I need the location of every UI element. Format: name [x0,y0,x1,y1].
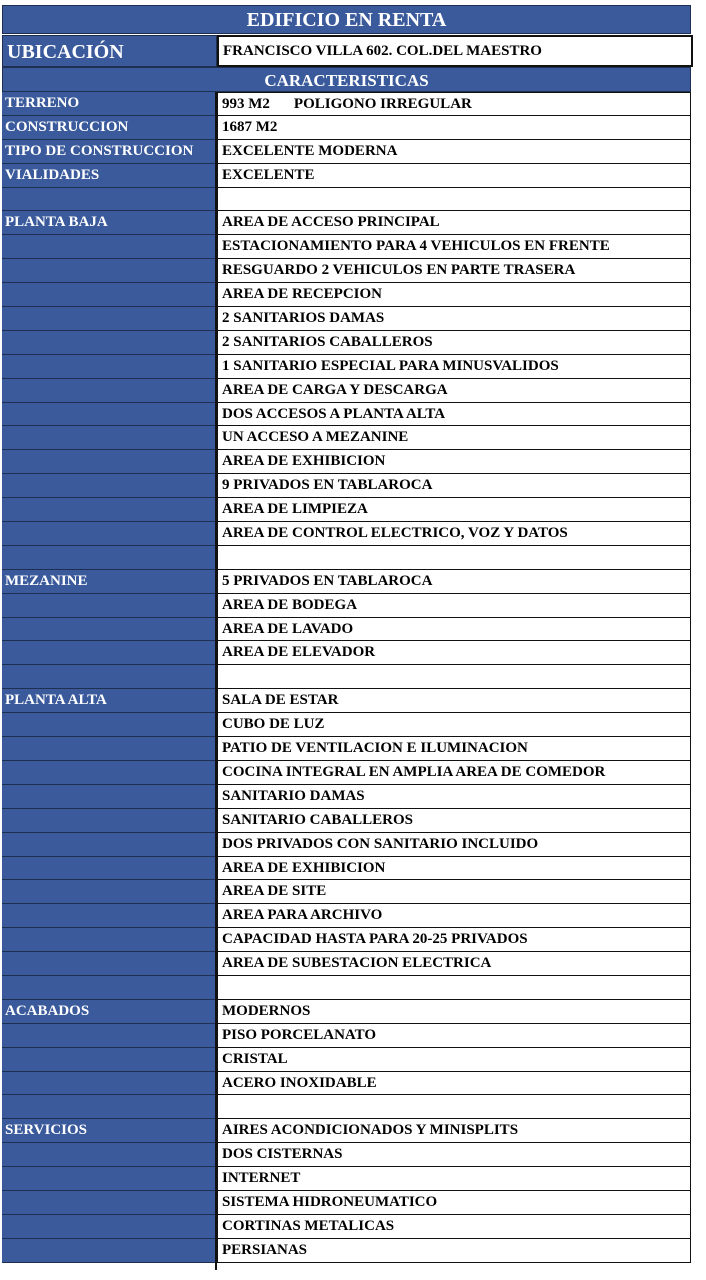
row-label-cell[interactable] [2,1191,217,1215]
row-label-cell[interactable] [2,379,217,403]
row-label-cell[interactable]: CONSTRUCCION [2,116,217,140]
row-label-cell[interactable] [2,283,217,307]
row-value-text: AREA DE CARGA Y DESCARGA [222,381,448,398]
row-value-cell[interactable] [217,928,691,952]
row-value-text: SANITARIO CABALLEROS [222,811,414,828]
row-label-cell[interactable] [2,761,217,785]
row-value-cell[interactable] [217,785,691,809]
row-value-text: CRISTAL [222,1050,288,1067]
row-label-cell[interactable] [2,833,217,857]
table-row [2,426,691,450]
row-value-cell[interactable] [217,116,691,140]
row-label-cell[interactable] [2,426,217,450]
column-divider [215,92,217,1270]
table-row [2,761,691,785]
row-value-text: EXCELENTE [222,166,315,183]
ubicacion-value[interactable]: FRANCISCO VILLA 602. COL.DEL MAESTRO [217,35,693,67]
row-value-cell[interactable] [217,618,691,642]
row-value-cell[interactable] [217,1072,691,1096]
row-label-cell[interactable] [2,1095,217,1119]
table-row [2,809,691,833]
row-value-text: ACERO INOXIDABLE [222,1074,377,1091]
row-value-text: 9 PRIVADOS EN TABLAROCA [222,477,433,494]
row-value-text: CORTINAS METALICAS [222,1217,395,1234]
table-row [2,904,691,928]
row-value-cell[interactable] [217,904,691,928]
row-label-cell[interactable] [2,474,217,498]
row-value-cell[interactable] [217,665,691,689]
row-value-cell[interactable] [217,737,691,761]
table-row [2,1191,691,1215]
row-label-cell[interactable] [2,403,217,427]
row-label-cell[interactable] [2,1048,217,1072]
row-value-cell[interactable] [217,403,691,427]
row-value-cell[interactable] [217,211,691,235]
row-label-cell[interactable] [2,355,217,379]
row-label-cell[interactable] [2,450,217,474]
row-value-text: DOS PRIVADOS CON SANITARIO INCLUIDO [222,835,539,852]
table-row [2,283,691,307]
row-value-text: COCINA INTEGRAL EN AMPLIA AREA DE COMEDOR [222,763,606,780]
row-label-cell[interactable]: TIPO DE CONSTRUCCION [2,140,217,164]
row-value-text: DOS ACCESOS A PLANTA ALTA [222,405,446,422]
table-row [2,785,691,809]
row-value-cell[interactable] [217,1167,691,1191]
table-row [2,952,691,976]
table-row [2,522,691,546]
table-row [2,164,691,188]
row-value-text: RESGUARDO 2 VEHICULOS EN PARTE TRASERA [222,262,576,279]
row-value-cell[interactable] [217,976,691,1000]
row-value-text: 1687 M2 [222,118,278,135]
row-value-cell[interactable] [217,1119,691,1143]
table-row [2,1215,691,1239]
table-row [2,355,691,379]
table-row [2,1048,691,1072]
row-value-text: SANITARIO DAMAS [222,787,365,804]
row-value-text: ESTACIONAMIENTO PARA 4 VEHICULOS EN FRENTE [222,238,610,255]
table-row [2,140,691,164]
row-label-cell[interactable]: MEZANINE [2,570,217,594]
row-value-cell[interactable] [217,1024,691,1048]
row-value-text: AREA DE RECEPCION [222,286,383,303]
row-value-cell[interactable] [217,952,691,976]
row-label-cell[interactable]: PLANTA BAJA [2,211,217,235]
row-value-text: AREA DE ACCESO PRINCIPAL [222,214,440,231]
row-value-text: CAPACIDAD HASTA PARA 20-25 PRIVADOS [222,931,528,948]
table-row [2,450,691,474]
table-row [2,1024,691,1048]
table-row [2,1072,691,1096]
row-value-cell[interactable] [217,880,691,904]
row-value-cell[interactable] [217,1143,691,1167]
row-label-cell[interactable] [2,546,217,570]
row-label-cell[interactable] [2,1024,217,1048]
row-value-cell[interactable] [217,450,691,474]
row-label-cell[interactable]: PLANTA ALTA [2,689,217,713]
table-row [2,116,691,140]
row-label-cell[interactable] [2,713,217,737]
row-value-text: PISO PORCELANATO [222,1026,377,1043]
ubicacion-label: UBICACIÓN [2,35,217,67]
table-row [2,1167,691,1191]
table-row [2,713,691,737]
row-value-text: AREA DE LAVADO [222,620,354,637]
row-label-cell[interactable] [2,1072,217,1096]
table-row [2,737,691,761]
row-value-cell[interactable] [217,379,691,403]
table-row [2,235,691,259]
row-value-cell[interactable] [217,140,691,164]
row-value-cell[interactable] [217,1048,691,1072]
table-row [2,498,691,522]
row-value-cell[interactable] [217,546,691,570]
row-value-text: 2 SANITARIOS DAMAS [222,310,385,327]
row-label-cell[interactable] [2,618,217,642]
table-row [2,976,691,1000]
table-row [2,403,691,427]
row-value-cell[interactable] [217,689,691,713]
row-value-text: DOS CISTERNAS [222,1146,343,1163]
table-row [2,259,691,283]
table-row [2,331,691,355]
table-row [2,1119,691,1143]
row-value-text-secondary: POLIGONO IRREGULAR [293,96,472,112]
sheet-title: EDIFICIO EN RENTA [2,5,691,34]
row-value-cell[interactable] [217,857,691,881]
row-value-text: AREA DE ELEVADOR [222,644,376,661]
table-row [2,1000,691,1024]
row-label-cell[interactable] [2,737,217,761]
row-value-cell[interactable] [217,307,691,331]
table-row [2,618,691,642]
row-value-text: 2 SANITARIOS CABALLEROS [222,333,433,350]
row-value-text: EXCELENTE MODERNA [222,142,398,159]
row-value-cell[interactable] [217,1095,691,1119]
row-label-cell[interactable] [2,1215,217,1239]
row-value-text: AIRES ACONDICIONADOS Y MINISPLITS [222,1122,519,1139]
row-value-text: UN ACCESO A MEZANINE [222,429,409,446]
row-label-cell[interactable] [2,976,217,1000]
row-label-cell[interactable] [2,307,217,331]
row-value-cell[interactable] [217,594,691,618]
row-label-cell[interactable] [2,952,217,976]
row-label-cell[interactable] [2,1167,217,1191]
row-value-cell[interactable] [217,1239,691,1263]
row-value-text: AREA DE LIMPIEZA [222,501,368,518]
table-row [2,594,691,618]
row-label-cell[interactable] [2,928,217,952]
row-value-cell[interactable] [217,331,691,355]
table-row [2,188,691,212]
row-label-cell[interactable] [2,1239,217,1263]
row-label-cell[interactable] [2,880,217,904]
row-value-cell[interactable] [217,92,691,116]
row-value-cell[interactable] [217,641,691,665]
table-row [2,928,691,952]
row-value-text: INTERNET [222,1170,301,1187]
row-value-text: 5 PRIVADOS EN TABLAROCA [222,572,433,589]
table-row [2,833,691,857]
row-value-cell[interactable] [217,522,691,546]
row-value-text: SALA DE ESTAR [222,692,339,709]
table-row [2,1095,691,1119]
table-row [2,665,691,689]
row-value-text: AREA DE EXHIBICION [222,859,386,876]
row-label-cell[interactable] [2,331,217,355]
row-value-cell[interactable] [217,259,691,283]
table-row [2,689,691,713]
table-row [2,211,691,235]
characteristics-table [2,92,691,1263]
table-row [2,880,691,904]
row-label-cell[interactable] [2,809,217,833]
row-label-cell[interactable] [2,904,217,928]
row-value-cell[interactable] [217,809,691,833]
table-row [2,379,691,403]
row-value-text: 1 SANITARIO ESPECIAL PARA MINUSVALIDOS [222,357,559,374]
row-value-cell[interactable] [217,235,691,259]
row-value-cell[interactable] [217,283,691,307]
row-value-text: PERSIANAS [222,1241,308,1258]
row-label-cell[interactable] [2,641,217,665]
row-label-cell[interactable] [2,665,217,689]
row-label-cell[interactable] [2,259,217,283]
table-row [2,1239,691,1263]
table-row [2,570,691,594]
table-row [2,1143,691,1167]
row-label-cell[interactable] [2,188,217,212]
table-row [2,641,691,665]
row-value-cell[interactable] [217,355,691,379]
row-value-text: AREA PARA ARCHIVO [222,907,383,924]
row-label-cell[interactable] [2,594,217,618]
row-label-cell[interactable] [2,235,217,259]
row-value-cell[interactable] [217,833,691,857]
row-value-text: AREA DE EXHIBICION [222,453,386,470]
row-value-text: AREA DE SUBESTACION ELECTRICA [222,955,492,972]
row-label-cell[interactable]: VIALIDADES [2,164,217,188]
table-row [2,307,691,331]
row-value-text: SISTEMA HIDRONEUMATICO [222,1193,438,1210]
row-label-cell[interactable] [2,857,217,881]
ubicacion-row [2,35,693,67]
row-label-cell[interactable] [2,498,217,522]
table-row [2,546,691,570]
row-value-text: PATIO DE VENTILACION E ILUMINACION [222,740,528,757]
row-value-text: MODERNOS [222,1002,311,1019]
row-value-cell[interactable] [217,164,691,188]
row-label-cell[interactable] [2,522,217,546]
row-value-cell[interactable] [217,570,691,594]
row-value-cell[interactable] [217,761,691,785]
row-value-cell[interactable] [217,1191,691,1215]
row-label-cell[interactable]: ACABADOS [2,1000,217,1024]
row-label-cell[interactable] [2,785,217,809]
row-label-cell[interactable]: SERVICIOS [2,1119,217,1143]
row-value-cell[interactable] [217,188,691,212]
row-value-text: AREA DE SITE [222,883,327,900]
row-value-text: CUBO DE LUZ [222,716,325,733]
row-value-text: 993 M2 [222,96,270,112]
row-value-cell[interactable] [217,474,691,498]
row-label-cell[interactable] [2,1143,217,1167]
table-row [2,474,691,498]
table-row [2,92,691,116]
table-row [2,857,691,881]
row-value-text: AREA DE BODEGA [222,596,358,613]
row-value-text: AREA DE CONTROL ELECTRICO, VOZ Y DATOS [222,525,568,542]
row-value-cell[interactable] [217,426,691,450]
row-value-cell[interactable] [217,713,691,737]
section-header: CARACTERISTICAS [2,67,691,92]
row-label-cell[interactable]: TERRENO [2,92,217,116]
row-value-cell[interactable] [217,1215,691,1239]
row-value-cell[interactable] [217,1000,691,1024]
row-value-cell[interactable] [217,498,691,522]
